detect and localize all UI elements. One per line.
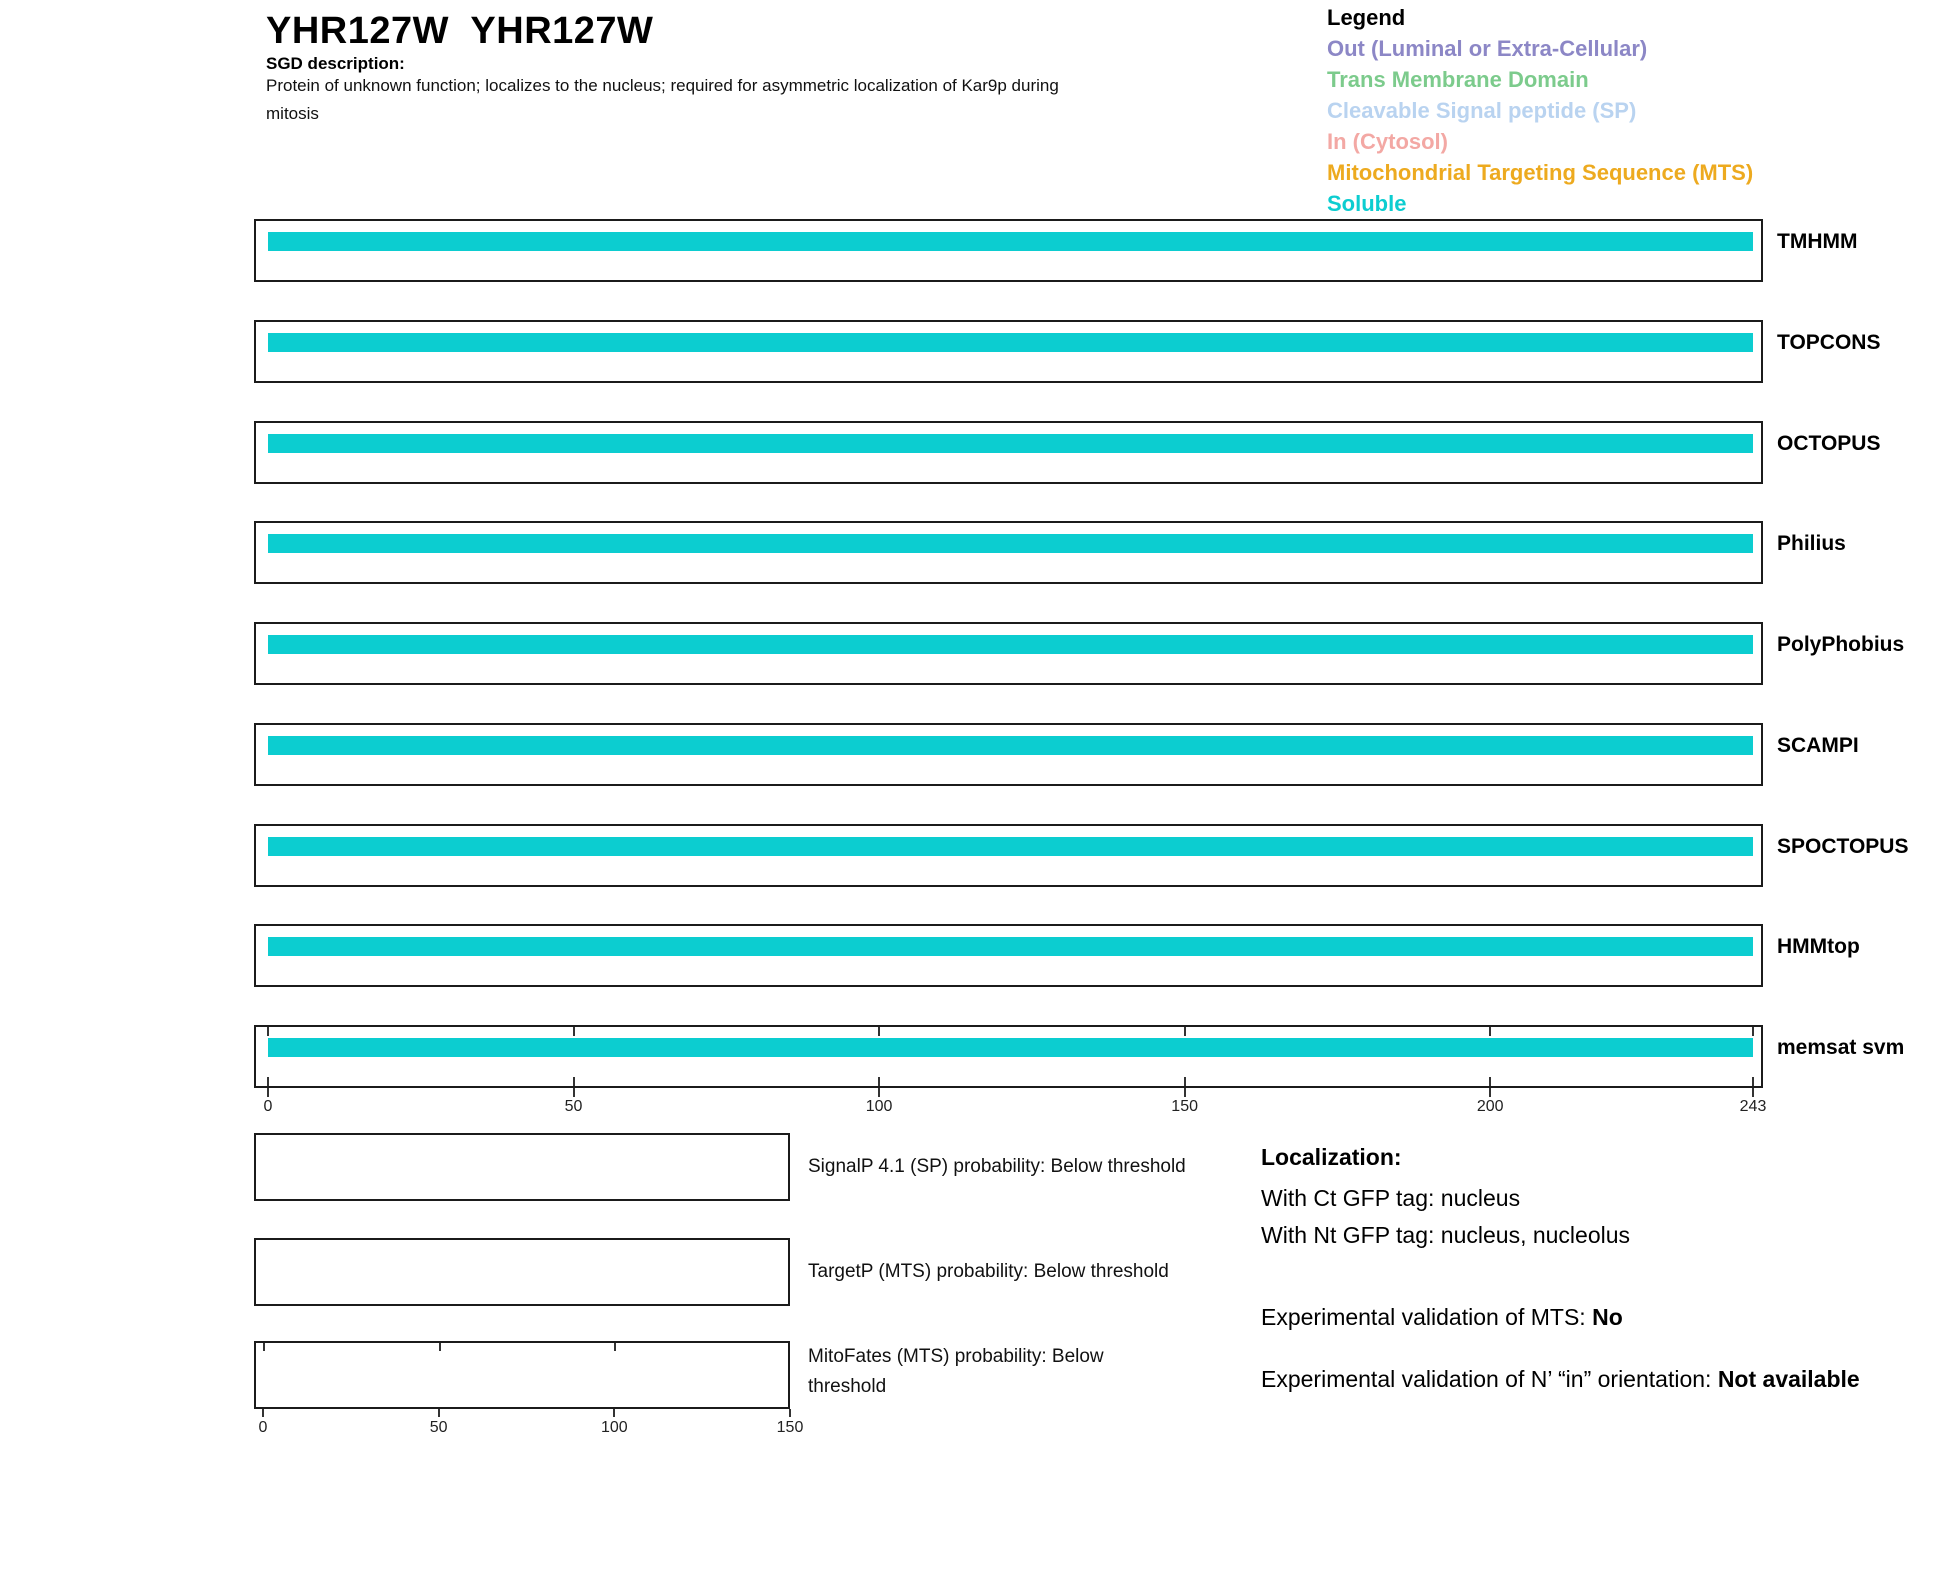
- probability-box-1: [254, 1238, 790, 1306]
- track-label: OCTOPUS: [1777, 432, 1881, 455]
- residue-tick: [1752, 1077, 1754, 1086]
- probability-label: MitoFates (MTS) probability: Below threshold: [808, 1346, 1104, 1397]
- probability-label: TargetP (MTS) probability: Below threshold: [808, 1261, 1169, 1282]
- soluble-segment-bar: [268, 1038, 1753, 1057]
- soluble-segment-bar: [268, 434, 1753, 453]
- sgd-description-heading: SGD description:: [266, 54, 405, 73]
- localization-ct-gfp: With Ct GFP tag: nucleus: [1261, 1185, 1521, 1211]
- orientation-validation-line: [1261, 1363, 1861, 1395]
- axis-tick-label: 100: [865, 1098, 893, 1115]
- legend-items: [1327, 33, 1753, 219]
- sgd-description-line: Protein of unknown function; localizes to the nucleus; required for asymmetric localization of Kar9p during: [266, 76, 1059, 95]
- track-label: SCAMPI: [1777, 734, 1859, 757]
- track-box-philius: [254, 521, 1763, 584]
- legend-item: Mitochondrial Targeting Sequence (MTS): [1327, 160, 1754, 185]
- track-label: TOPCONS: [1777, 331, 1881, 354]
- legend-item: Cleavable Signal peptide (SP): [1327, 98, 1637, 123]
- track-label: PolyPhobius: [1777, 633, 1905, 656]
- residue-tick: [1184, 1027, 1186, 1036]
- track-label: SPOCTOPUS: [1777, 835, 1909, 858]
- localization-heading: Localization:: [1261, 1144, 1402, 1170]
- legend-item: Trans Membrane Domain: [1327, 67, 1589, 92]
- axis-tick: [1752, 1088, 1754, 1097]
- soluble-segment-bar: [268, 837, 1753, 856]
- track-label: memsat svm: [1777, 1036, 1905, 1059]
- residue-tick: [573, 1027, 575, 1036]
- residue-tick: [1184, 1077, 1186, 1086]
- track-box-octopus: [254, 421, 1763, 484]
- soluble-segment-bar: [268, 937, 1753, 956]
- soluble-segment-bar: [268, 635, 1753, 654]
- axis-tick-label: 50: [564, 1098, 583, 1115]
- orientation-validation-value: Not available: [1717, 1366, 1860, 1392]
- probability-label: SignalP 4.1 (SP) probability: Below threshold: [808, 1156, 1186, 1177]
- track-box-memsat-svm: [254, 1025, 1763, 1088]
- legend-item: Out (Luminal or Extra-Cellular): [1327, 36, 1648, 61]
- track-box-spoctopus: [254, 824, 1763, 887]
- track-box-topcons: [254, 320, 1763, 383]
- probability-box-2: [254, 1341, 790, 1409]
- residue-tick: [263, 1343, 265, 1351]
- legend: [1327, 2, 1753, 219]
- residue-tick: [1752, 1027, 1754, 1036]
- axis-tick: [262, 1409, 264, 1417]
- legend-item: Soluble: [1327, 191, 1407, 216]
- track-label: HMMtop: [1777, 935, 1860, 958]
- soluble-segment-bar: [268, 333, 1753, 352]
- axis-tick-label: 150: [776, 1419, 804, 1436]
- residue-tick: [614, 1343, 616, 1351]
- axis-tick: [1489, 1088, 1491, 1097]
- axis-tick: [438, 1409, 440, 1417]
- sgd-description-line: mitosis: [266, 104, 319, 123]
- axis-tick: [573, 1088, 575, 1097]
- track-box-scampi: [254, 723, 1763, 786]
- axis-tick-label: 243: [1739, 1098, 1767, 1115]
- track-box-polyphobius: [254, 622, 1763, 685]
- track-box-hmmtop: [254, 924, 1763, 987]
- track-label: TMHMM: [1777, 230, 1858, 253]
- sgd-description: [266, 72, 1266, 128]
- soluble-segment-bar: [268, 736, 1753, 755]
- legend-title: Legend: [1327, 5, 1406, 30]
- probability-box-0: [254, 1133, 790, 1201]
- axis-tick: [1184, 1088, 1186, 1097]
- orientation-validation-label: Experimental validation of N’ “in” orientation:: [1261, 1366, 1718, 1392]
- legend-item: In (Cytosol): [1327, 129, 1448, 154]
- mts-validation-line: [1261, 1301, 1623, 1333]
- axis-tick-label: 150: [1171, 1098, 1198, 1115]
- axis-tick: [789, 1409, 791, 1417]
- residue-tick: [267, 1027, 269, 1036]
- residue-tick: [1489, 1027, 1491, 1036]
- residue-tick: [439, 1343, 441, 1351]
- residue-tick: [573, 1077, 575, 1086]
- residue-tick: [267, 1077, 269, 1086]
- page-title: YHR127W YHR127W: [266, 10, 654, 52]
- track-box-tmhmm: [254, 219, 1763, 282]
- axis-tick: [267, 1088, 269, 1097]
- axis-tick-label: 0: [263, 1098, 273, 1115]
- axis-tick-label: 100: [600, 1419, 628, 1436]
- soluble-segment-bar: [268, 534, 1753, 553]
- residue-tick: [878, 1077, 880, 1086]
- soluble-segment-bar: [268, 232, 1753, 251]
- track-label: Philius: [1777, 532, 1846, 555]
- residue-tick: [1489, 1077, 1491, 1086]
- mts-validation-value: No: [1592, 1304, 1623, 1330]
- localization-nt-gfp: With Nt GFP tag: nucleus, nucleolus: [1261, 1222, 1631, 1248]
- residue-tick: [878, 1027, 880, 1036]
- mts-validation-label: Experimental validation of MTS:: [1261, 1304, 1593, 1330]
- axis-tick: [613, 1409, 615, 1417]
- axis-tick: [878, 1088, 880, 1097]
- axis-tick-label: 200: [1476, 1098, 1504, 1115]
- axis-tick-label: 50: [429, 1419, 448, 1436]
- axis-tick-label: 0: [258, 1419, 268, 1436]
